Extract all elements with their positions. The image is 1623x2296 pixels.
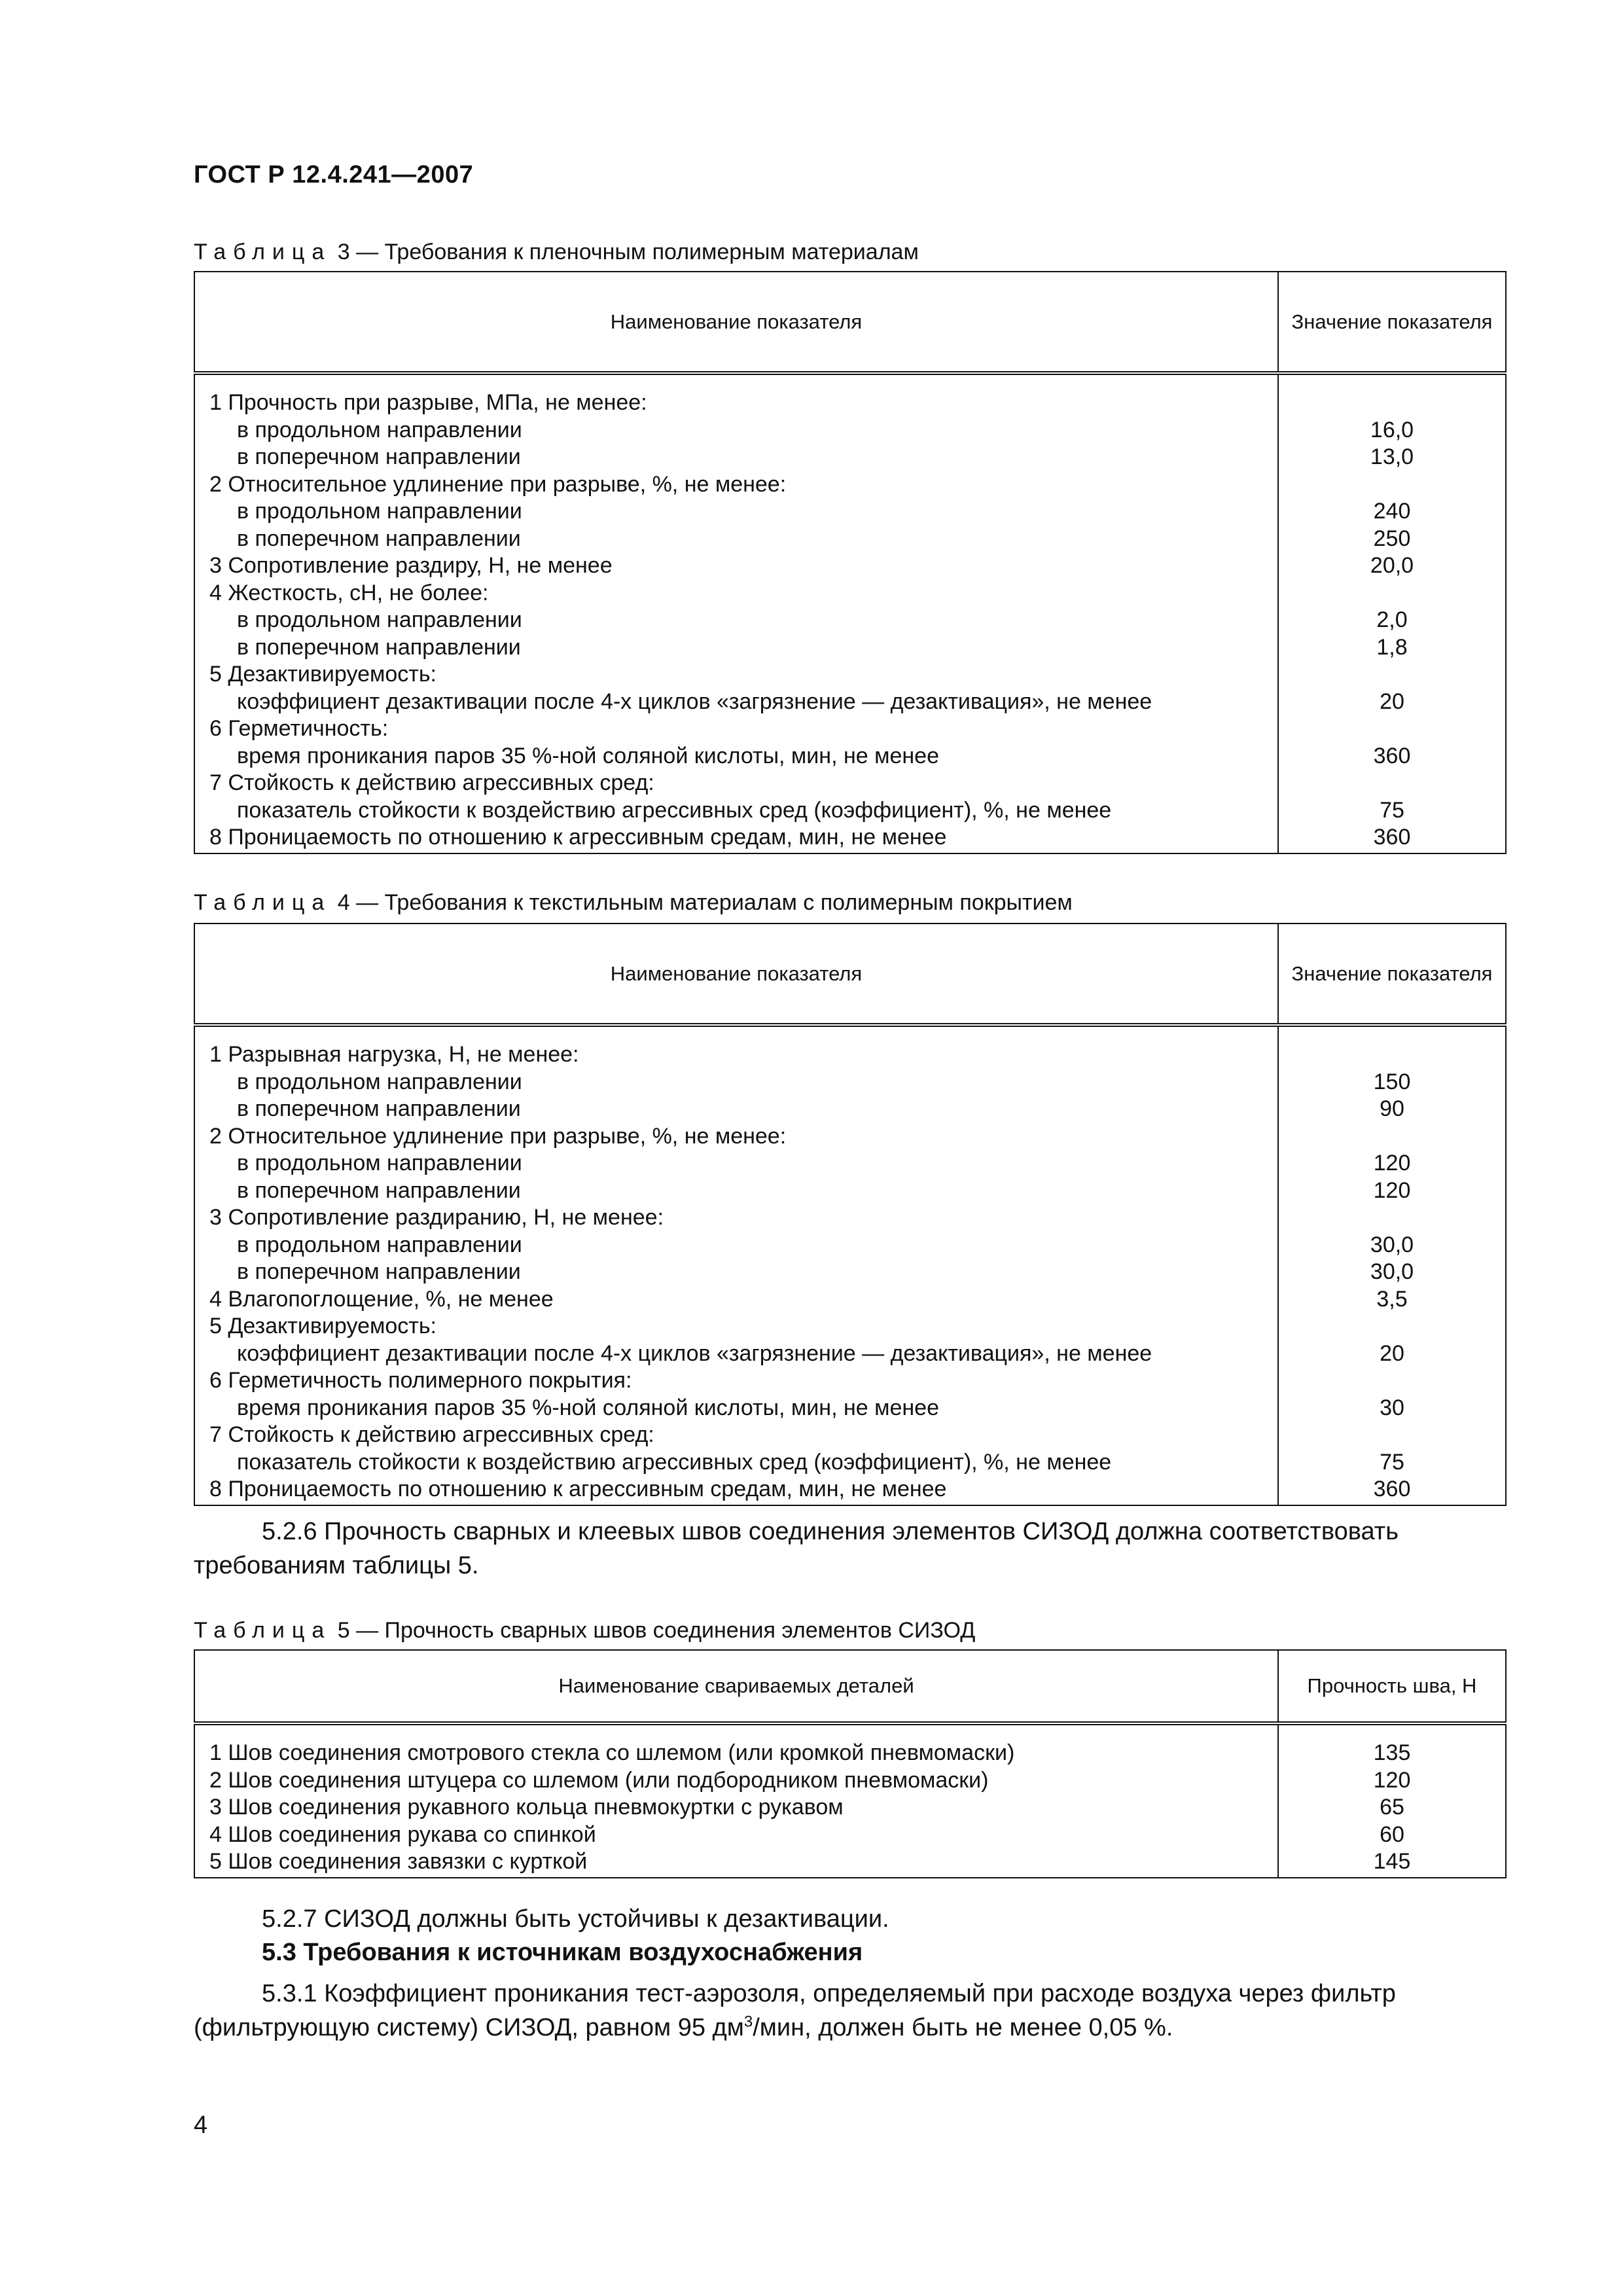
table-row xyxy=(194,552,1506,580)
row-indicator-name: 5 Дезактивируемость: xyxy=(194,1313,1278,1340)
row-indicator-name: коэффициент дезактивации после 4-х циклов «загрязнение — дезактивация», не менее xyxy=(194,689,1278,716)
paragraph-5-3-1-tail: /мин, должен быть не менее 0,05 %. xyxy=(753,2014,1173,2041)
table4-body xyxy=(194,1025,1506,1505)
table-row xyxy=(194,1025,1506,1069)
row-indicator-name: 1 Шов соединения смотрового стекла со шлемом (или кромкой пневмомаски) xyxy=(194,1723,1278,1767)
page-number: 4 xyxy=(194,2111,208,2139)
table-row xyxy=(194,444,1506,471)
row-indicator-name: в поперечном направлении xyxy=(194,1259,1278,1286)
table-row xyxy=(194,824,1506,853)
table3-body xyxy=(194,373,1506,853)
row-indicator-name: 8 Проницаемость по отношению к агрессивным средам, мин, не менее xyxy=(194,1476,1278,1505)
row-indicator-value: 1,8 xyxy=(1278,634,1506,662)
table-row xyxy=(194,1821,1506,1849)
row-indicator-value xyxy=(1278,1204,1506,1232)
row-indicator-name: 7 Стойкость к действию агрессивных сред: xyxy=(194,770,1278,797)
row-indicator-value: 65 xyxy=(1278,1794,1506,1821)
row-indicator-name: 7 Стойкость к действию агрессивных сред: xyxy=(194,1422,1278,1449)
table-row xyxy=(194,634,1506,662)
table-row xyxy=(194,526,1506,553)
table5-caption-text: 5 — Прочность сварных швов соединения элементов СИЗОД xyxy=(331,1618,976,1643)
row-indicator-value xyxy=(1278,1123,1506,1151)
row-indicator-value xyxy=(1278,373,1506,417)
row-indicator-value: 13,0 xyxy=(1278,444,1506,471)
table-row xyxy=(194,661,1506,689)
row-indicator-value: 360 xyxy=(1278,1476,1506,1505)
table-row xyxy=(194,1150,1506,1177)
table-row xyxy=(194,770,1506,797)
row-indicator-value xyxy=(1278,471,1506,499)
row-indicator-name: 5 Дезактивируемость: xyxy=(194,661,1278,689)
row-indicator-value: 3,5 xyxy=(1278,1286,1506,1314)
row-indicator-name: в продольном направлении xyxy=(194,498,1278,526)
table-row xyxy=(194,689,1506,716)
table-row xyxy=(194,607,1506,634)
row-indicator-value: 20,0 xyxy=(1278,552,1506,580)
table-row xyxy=(194,1794,1506,1821)
table-row xyxy=(194,797,1506,825)
row-indicator-name: время проникания паров 35 %-ной соляной кислоты, мин, не менее xyxy=(194,743,1278,770)
row-indicator-value: 75 xyxy=(1278,1449,1506,1477)
table5-caption xyxy=(194,1618,975,1643)
table-row xyxy=(194,1204,1506,1232)
table3-caption-prefix: Таблица xyxy=(194,240,332,264)
row-indicator-value xyxy=(1278,1422,1506,1449)
table-row xyxy=(194,1123,1506,1151)
row-indicator-name: 2 Относительное удлинение при разрыве, %, не менее: xyxy=(194,1123,1278,1151)
table-row xyxy=(194,1177,1506,1205)
row-indicator-value: 20 xyxy=(1278,689,1506,716)
row-indicator-name: в продольном направлении xyxy=(194,1232,1278,1259)
row-indicator-name: в поперечном направлении xyxy=(194,1096,1278,1123)
table-row xyxy=(194,1069,1506,1096)
row-indicator-name: 3 Шов соединения рукавного кольца пневмокуртки с рукавом xyxy=(194,1794,1278,1821)
table-row xyxy=(194,1767,1506,1795)
row-indicator-name: 4 Шов соединения рукава со спинкой xyxy=(194,1821,1278,1849)
row-indicator-value: 30 xyxy=(1278,1395,1506,1422)
row-indicator-value: 30,0 xyxy=(1278,1232,1506,1259)
row-indicator-name: 6 Герметичность: xyxy=(194,715,1278,743)
row-indicator-name: в поперечном направлении xyxy=(194,1177,1278,1205)
row-indicator-value xyxy=(1278,580,1506,607)
table5-header-name: Наименование свариваемых деталей xyxy=(194,1650,1278,1723)
row-indicator-name: в продольном направлении xyxy=(194,417,1278,444)
section-heading-5-3: 5.3 Требования к источникам воздухоснабжения xyxy=(262,1939,863,1966)
row-indicator-name: в поперечном направлении xyxy=(194,444,1278,471)
row-indicator-value: 90 xyxy=(1278,1096,1506,1123)
row-indicator-name: 1 Разрывная нагрузка, Н, не менее: xyxy=(194,1025,1278,1069)
row-indicator-name: в поперечном направлении xyxy=(194,526,1278,553)
row-indicator-value xyxy=(1278,770,1506,797)
row-indicator-name: коэффициент дезактивации после 4-х циклов «загрязнение — дезактивация», не менее xyxy=(194,1340,1278,1368)
table-row xyxy=(194,1259,1506,1286)
table3-header-name: Наименование показателя xyxy=(194,272,1278,373)
document-header: ГОСТ Р 12.4.241—2007 xyxy=(194,161,474,188)
paragraph-5-3-1 xyxy=(194,1977,1505,2045)
row-indicator-value: 75 xyxy=(1278,797,1506,825)
row-indicator-value xyxy=(1278,1313,1506,1340)
row-indicator-name: 6 Герметичность полимерного покрытия: xyxy=(194,1367,1278,1395)
table5-header-value: Прочность шва, Н xyxy=(1278,1650,1506,1723)
table4-header-name: Наименование показателя xyxy=(194,924,1278,1025)
table-row xyxy=(194,1476,1506,1505)
row-indicator-name: 3 Сопротивление раздиранию, Н, не менее: xyxy=(194,1204,1278,1232)
row-indicator-value: 120 xyxy=(1278,1150,1506,1177)
row-indicator-name: 1 Прочность при разрыве, МПа, не менее: xyxy=(194,373,1278,417)
row-indicator-value: 120 xyxy=(1278,1177,1506,1205)
table-row xyxy=(194,471,1506,499)
table-row xyxy=(194,1723,1506,1767)
row-indicator-value: 20 xyxy=(1278,1340,1506,1368)
row-indicator-value: 2,0 xyxy=(1278,607,1506,634)
superscript-3: 3 xyxy=(743,2013,753,2031)
table-row xyxy=(194,498,1506,526)
table-row xyxy=(194,1286,1506,1314)
table-row xyxy=(194,1449,1506,1477)
row-indicator-name: 2 Шов соединения штуцера со шлемом (или подбородником пневмомаски) xyxy=(194,1767,1278,1795)
row-indicator-value: 150 xyxy=(1278,1069,1506,1096)
table4 xyxy=(194,923,1507,1506)
table-row xyxy=(194,1096,1506,1123)
table3 xyxy=(194,271,1507,854)
row-indicator-value: 250 xyxy=(1278,526,1506,553)
row-indicator-name: 2 Относительное удлинение при разрыве, %, не менее: xyxy=(194,471,1278,499)
table-row xyxy=(194,1848,1506,1878)
row-indicator-name: 4 Жесткость, сН, не более: xyxy=(194,580,1278,607)
table-row xyxy=(194,1367,1506,1395)
row-indicator-name: в продольном направлении xyxy=(194,607,1278,634)
row-indicator-name: 4 Влагопоглощение, %, не менее xyxy=(194,1286,1278,1314)
row-indicator-value: 360 xyxy=(1278,824,1506,853)
table5-caption-prefix: Таблица xyxy=(194,1618,332,1643)
table3-caption-text: 3 — Требования к пленочным полимерным материалам xyxy=(331,240,919,264)
row-indicator-value: 360 xyxy=(1278,743,1506,770)
table-row xyxy=(194,715,1506,743)
table4-caption-prefix: Таблица xyxy=(194,890,332,915)
row-indicator-value: 30,0 xyxy=(1278,1259,1506,1286)
table3-caption xyxy=(194,240,919,265)
row-indicator-name: в продольном направлении xyxy=(194,1069,1278,1096)
row-indicator-name: 8 Проницаемость по отношению к агрессивным средам, мин, не менее xyxy=(194,824,1278,853)
paragraph-5-3-1-text: 5.3.1 Коэффициент проникания тест-аэрозоля, определяемый при расходе воздуха через фильтр (фильтрующую систему) СИЗОД, равном 95 дм xyxy=(194,1980,1396,2041)
row-indicator-name: показатель стойкости к воздействию агрессивных сред (коэффициент), %, не менее xyxy=(194,797,1278,825)
row-indicator-value: 240 xyxy=(1278,498,1506,526)
table-row xyxy=(194,1395,1506,1422)
row-indicator-value: 60 xyxy=(1278,1821,1506,1849)
row-indicator-name: 3 Сопротивление раздиру, Н, не менее xyxy=(194,552,1278,580)
table4-caption-text: 4 — Требования к текстильным материалам с полимерным покрытием xyxy=(331,890,1073,915)
table-row xyxy=(194,1422,1506,1449)
table5-body xyxy=(194,1723,1506,1878)
row-indicator-name: в поперечном направлении xyxy=(194,634,1278,662)
paragraph-5-2-7: 5.2.7 СИЗОД должны быть устойчивы к дезактивации. xyxy=(262,1905,889,1933)
row-indicator-value xyxy=(1278,1025,1506,1069)
row-indicator-value: 135 xyxy=(1278,1723,1506,1767)
row-indicator-name: 5 Шов соединения завязки с курткой xyxy=(194,1848,1278,1878)
row-indicator-value: 120 xyxy=(1278,1767,1506,1795)
row-indicator-name: показатель стойкости к воздействию агрессивных сред (коэффициент), %, не менее xyxy=(194,1449,1278,1477)
table3-header-value: Значение показателя xyxy=(1278,272,1506,373)
row-indicator-value xyxy=(1278,715,1506,743)
table5 xyxy=(194,1649,1507,1878)
table-row xyxy=(194,373,1506,417)
table4-header-value: Значение показателя xyxy=(1278,924,1506,1025)
row-indicator-value: 145 xyxy=(1278,1848,1506,1878)
row-indicator-name: время проникания паров 35 %-ной соляной кислоты, мин, не менее xyxy=(194,1395,1278,1422)
table-row xyxy=(194,1313,1506,1340)
row-indicator-value: 16,0 xyxy=(1278,417,1506,444)
paragraph-5-2-6: 5.2.6 Прочность сварных и клеевых швов соединения элементов СИЗОД должна соответствовать требованиям таблицы 5. xyxy=(194,1518,1399,1579)
table-row xyxy=(194,1232,1506,1259)
table4-caption xyxy=(194,890,1073,916)
table-row xyxy=(194,743,1506,770)
row-indicator-name: в продольном направлении xyxy=(194,1150,1278,1177)
table-row xyxy=(194,580,1506,607)
row-indicator-value xyxy=(1278,1367,1506,1395)
table-row xyxy=(194,417,1506,444)
table-row xyxy=(194,1340,1506,1368)
row-indicator-value xyxy=(1278,661,1506,689)
